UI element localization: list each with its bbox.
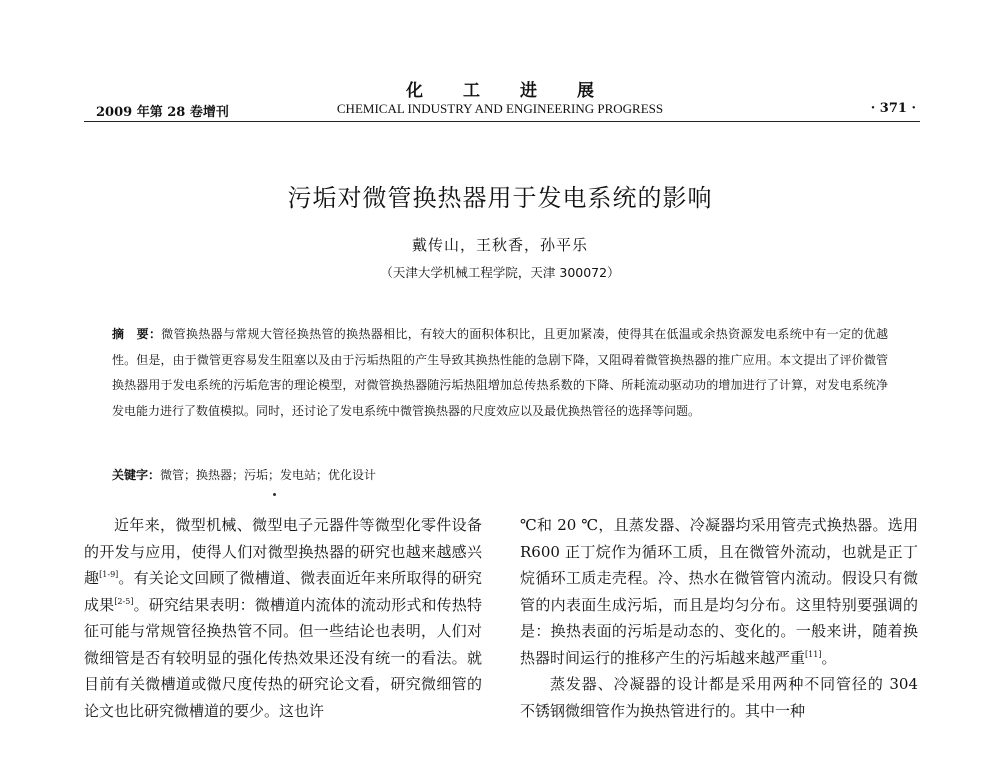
authors: 戴传山，王秋香，孙平乐 <box>411 236 588 254</box>
page-number: · 371 · <box>870 101 916 116</box>
abstract-text: 微管换热器与常规大管径换热管的换热器相比，有较大的面积体积比，且更加紧凑，使得其在低温或余热资源发电系统中有一定的优越性。但是，由于微管更容易发生阻塞以及由于污垢热阻的产生导致其换热性能的急剧下降，又阻碍着微管换热器的推广应用。本文提出了评价微管换热器用于发电系统的污垢危害的理论模型，对微管换热器随污垢热阻增加总传热系数的下降、所耗流动驱动功的增加进行了计算，对发电系统净发电能力进行了数值模拟。同时，还讨论了发电系统中微管换热器的尺度效应以及最优换热管径的选择等问题。 <box>112 327 888 418</box>
journal-title: 化工进展 <box>406 81 634 101</box>
body-column-right <box>520 512 918 724</box>
keywords-label: 关键字： <box>112 468 161 482</box>
paragraph: 蒸发器、冷凝器的设计都是采用两种不同管径的 304 不锈钢微细管作为换热管进行的。其中一种 <box>520 675 918 720</box>
body-column-left <box>84 512 482 724</box>
keywords-text: 微管；换热器；污垢；发电站；优化设计 <box>160 468 377 482</box>
text-run: 近年来，微型机械、微型电子元器件等微型化零件设备的开发与应用，使得人们对微型换热器的研究也越来越感兴趣 <box>84 516 482 587</box>
abstract-label: 摘 要： <box>112 327 162 341</box>
affiliation: （天津大学机械工程学院，天津 300072） <box>380 265 620 280</box>
text-run: 。 <box>821 648 837 667</box>
citation: [2-5] <box>114 596 134 606</box>
citation: [1-9] <box>99 570 119 579</box>
paper-title: 污垢对微管换热器用于发电系统的影响 <box>287 184 713 212</box>
issue-info: 2009 年第 28 卷增刊 <box>96 105 229 120</box>
abstract <box>112 322 888 424</box>
text-run: 。研究结果表明：微槽道内流体的流动形式和传热特征可能与常规管径换热管不同。但一些结论也表明，人们对微细管是否有较明显的强化传热效果还没有统一的看法。就目前有关微槽道或微尺度传热的研究论文看，研究微细管的论文也比研究微槽道的要少。这也许 <box>84 595 482 720</box>
text-run: 。有关论文回顾了微槽道、微表面近年来所取得的研究成果 <box>84 569 482 614</box>
separator-dot <box>273 493 276 496</box>
header-rule <box>84 121 920 122</box>
citation: [11] <box>805 649 822 659</box>
journal-english-title: CHEMICAL INDUSTRY AND ENGINEERING PROGRESS <box>336 101 664 116</box>
text-run: ℃和 20 ℃，且蒸发器、冷凝器均采用管壳式换热器。选用 R600 正丁烷作为循环工质，且在微管外流动，也就是正丁烷循环工质走壳程。冷、热水在微管管内流动。假设只有微管的内表面生成污垢，而且是均匀分布。这里特别要强调的是：换热表面的污垢是动态的、变化的。一般来讲，随着换热器时间运行的推移产生的污垢越来越严重 <box>520 516 918 667</box>
keywords <box>112 466 888 483</box>
paragraph <box>520 512 918 671</box>
paragraph <box>84 512 482 724</box>
